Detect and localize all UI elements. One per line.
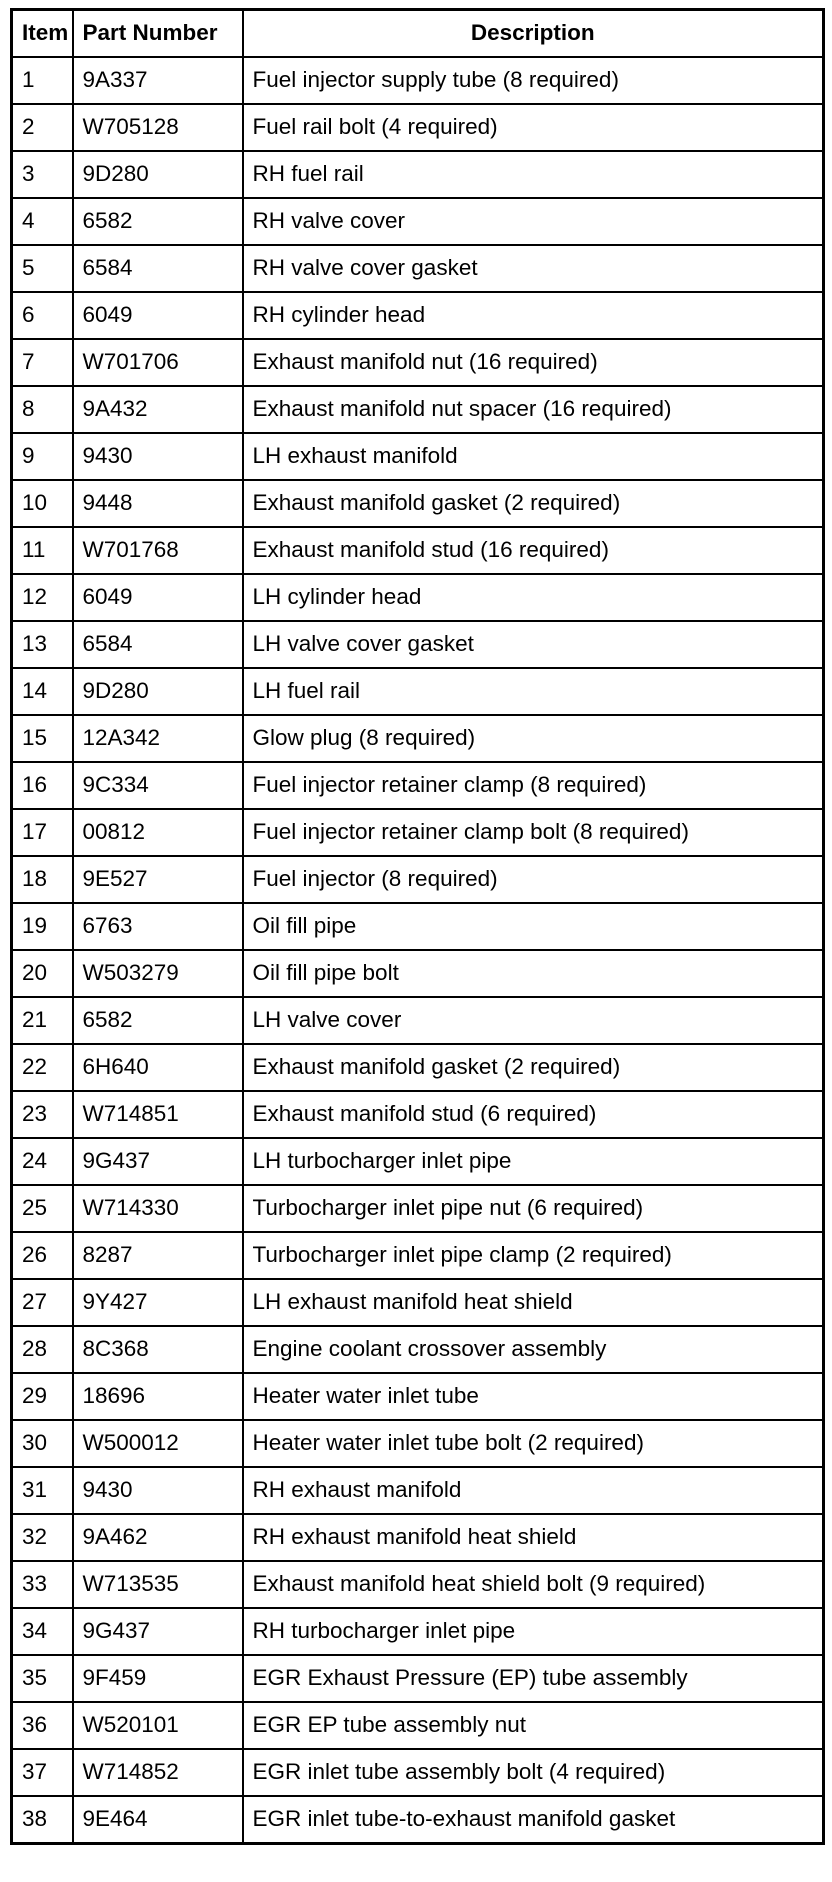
part-number-cell: 00812 (73, 809, 243, 856)
table-row (12, 1044, 824, 1091)
table-row (12, 245, 824, 292)
part-number-cell: 6H640 (73, 1044, 243, 1091)
table-row (12, 292, 824, 339)
header-row (12, 10, 824, 58)
item-cell: 14 (12, 668, 73, 715)
description-cell: LH exhaust manifold (243, 433, 824, 480)
item-cell: 29 (12, 1373, 73, 1420)
parts-table (10, 8, 825, 1845)
description-cell: Fuel injector retainer clamp bolt (8 required) (243, 809, 824, 856)
item-cell: 4 (12, 198, 73, 245)
item-cell: 24 (12, 1138, 73, 1185)
table-row (12, 1232, 824, 1279)
item-cell: 18 (12, 856, 73, 903)
item-cell: 12 (12, 574, 73, 621)
part-number-cell: 9430 (73, 1467, 243, 1514)
table-row (12, 1608, 824, 1655)
description-cell: Exhaust manifold stud (16 required) (243, 527, 824, 574)
description-cell: RH turbocharger inlet pipe (243, 1608, 824, 1655)
table-row (12, 151, 824, 198)
table-row (12, 762, 824, 809)
part-number-cell: W520101 (73, 1702, 243, 1749)
item-column-header: Item (12, 10, 73, 58)
description-cell: Glow plug (8 required) (243, 715, 824, 762)
item-cell: 31 (12, 1467, 73, 1514)
parts-table-header (12, 10, 824, 58)
description-cell: Fuel injector supply tube (8 required) (243, 57, 824, 104)
item-cell: 21 (12, 997, 73, 1044)
item-cell: 10 (12, 480, 73, 527)
table-row (12, 527, 824, 574)
table-row (12, 433, 824, 480)
description-cell: LH turbocharger inlet pipe (243, 1138, 824, 1185)
table-row (12, 1138, 824, 1185)
description-cell: LH cylinder head (243, 574, 824, 621)
item-cell: 23 (12, 1091, 73, 1138)
part-number-cell: 9D280 (73, 151, 243, 198)
part-number-cell: W714852 (73, 1749, 243, 1796)
description-cell: Exhaust manifold gasket (2 required) (243, 480, 824, 527)
item-cell: 17 (12, 809, 73, 856)
part-number-cell: W503279 (73, 950, 243, 997)
part-number-column-header: Part Number (73, 10, 243, 58)
description-cell: RH valve cover gasket (243, 245, 824, 292)
part-number-cell: 12A342 (73, 715, 243, 762)
part-number-cell: 9F459 (73, 1655, 243, 1702)
description-cell: EGR Exhaust Pressure (EP) tube assembly (243, 1655, 824, 1702)
table-row (12, 574, 824, 621)
item-cell: 11 (12, 527, 73, 574)
part-number-cell: 8287 (73, 1232, 243, 1279)
description-cell: Turbocharger inlet pipe nut (6 required) (243, 1185, 824, 1232)
table-row (12, 1467, 824, 1514)
part-number-cell: W701768 (73, 527, 243, 574)
item-cell: 16 (12, 762, 73, 809)
part-number-cell: 9G437 (73, 1608, 243, 1655)
part-number-cell: W500012 (73, 1420, 243, 1467)
item-cell: 22 (12, 1044, 73, 1091)
item-cell: 35 (12, 1655, 73, 1702)
description-cell: Oil fill pipe bolt (243, 950, 824, 997)
description-cell: LH valve cover (243, 997, 824, 1044)
description-cell: RH exhaust manifold (243, 1467, 824, 1514)
part-number-cell: W714330 (73, 1185, 243, 1232)
item-cell: 2 (12, 104, 73, 151)
description-cell: Fuel injector (8 required) (243, 856, 824, 903)
table-row (12, 104, 824, 151)
part-number-cell: W705128 (73, 104, 243, 151)
table-row (12, 1185, 824, 1232)
description-cell: Exhaust manifold stud (6 required) (243, 1091, 824, 1138)
description-cell: Heater water inlet tube bolt (2 required) (243, 1420, 824, 1467)
item-cell: 9 (12, 433, 73, 480)
item-cell: 5 (12, 245, 73, 292)
part-number-cell: 6049 (73, 292, 243, 339)
table-row (12, 903, 824, 950)
parts-table-body (12, 57, 824, 1844)
description-cell: Heater water inlet tube (243, 1373, 824, 1420)
description-cell: LH fuel rail (243, 668, 824, 715)
table-row (12, 668, 824, 715)
part-number-cell: 9G437 (73, 1138, 243, 1185)
table-row (12, 1279, 824, 1326)
table-row (12, 1420, 824, 1467)
table-row (12, 1373, 824, 1420)
part-number-cell: 9Y427 (73, 1279, 243, 1326)
description-cell: EGR inlet tube assembly bolt (4 required) (243, 1749, 824, 1796)
part-number-cell: 18696 (73, 1373, 243, 1420)
item-cell: 33 (12, 1561, 73, 1608)
part-number-cell: 9A432 (73, 386, 243, 433)
item-cell: 13 (12, 621, 73, 668)
part-number-cell: W701706 (73, 339, 243, 386)
table-row (12, 1702, 824, 1749)
item-cell: 15 (12, 715, 73, 762)
item-cell: 30 (12, 1420, 73, 1467)
description-cell: RH valve cover (243, 198, 824, 245)
table-row (12, 1655, 824, 1702)
item-cell: 20 (12, 950, 73, 997)
description-cell: Exhaust manifold heat shield bolt (9 required) (243, 1561, 824, 1608)
description-column-header: Description (243, 10, 824, 58)
part-number-cell: 6584 (73, 621, 243, 668)
description-cell: RH exhaust manifold heat shield (243, 1514, 824, 1561)
part-number-cell: 8C368 (73, 1326, 243, 1373)
part-number-cell: 9A337 (73, 57, 243, 104)
item-cell: 36 (12, 1702, 73, 1749)
part-number-cell: 6584 (73, 245, 243, 292)
table-row (12, 997, 824, 1044)
table-row (12, 856, 824, 903)
table-row (12, 621, 824, 668)
table-row (12, 950, 824, 997)
description-cell: Exhaust manifold nut (16 required) (243, 339, 824, 386)
description-cell: Fuel rail bolt (4 required) (243, 104, 824, 151)
description-cell: Fuel injector retainer clamp (8 required) (243, 762, 824, 809)
table-row (12, 480, 824, 527)
part-number-cell: 9430 (73, 433, 243, 480)
item-cell: 1 (12, 57, 73, 104)
table-row (12, 1749, 824, 1796)
table-row (12, 1561, 824, 1608)
part-number-cell: 9E527 (73, 856, 243, 903)
table-row (12, 386, 824, 433)
description-cell: Turbocharger inlet pipe clamp (2 required) (243, 1232, 824, 1279)
part-number-cell: 6049 (73, 574, 243, 621)
description-cell: Engine coolant crossover assembly (243, 1326, 824, 1373)
description-cell: EGR inlet tube-to-exhaust manifold gasket (243, 1796, 824, 1844)
description-cell: Exhaust manifold gasket (2 required) (243, 1044, 824, 1091)
table-row (12, 715, 824, 762)
item-cell: 34 (12, 1608, 73, 1655)
item-cell: 37 (12, 1749, 73, 1796)
table-row (12, 1326, 824, 1373)
table-row (12, 1514, 824, 1561)
table-row (12, 57, 824, 104)
item-cell: 3 (12, 151, 73, 198)
part-number-cell: W714851 (73, 1091, 243, 1138)
table-row (12, 1091, 824, 1138)
table-row (12, 809, 824, 856)
part-number-cell: 6582 (73, 198, 243, 245)
part-number-cell: 9A462 (73, 1514, 243, 1561)
part-number-cell: 9E464 (73, 1796, 243, 1844)
item-cell: 25 (12, 1185, 73, 1232)
description-cell: LH exhaust manifold heat shield (243, 1279, 824, 1326)
part-number-cell: W713535 (73, 1561, 243, 1608)
part-number-cell: 9C334 (73, 762, 243, 809)
item-cell: 8 (12, 386, 73, 433)
table-row (12, 198, 824, 245)
item-cell: 27 (12, 1279, 73, 1326)
part-number-cell: 9448 (73, 480, 243, 527)
item-cell: 6 (12, 292, 73, 339)
description-cell: RH cylinder head (243, 292, 824, 339)
item-cell: 28 (12, 1326, 73, 1373)
item-cell: 19 (12, 903, 73, 950)
description-cell: EGR EP tube assembly nut (243, 1702, 824, 1749)
part-number-cell: 9D280 (73, 668, 243, 715)
part-number-cell: 6582 (73, 997, 243, 1044)
description-cell: RH fuel rail (243, 151, 824, 198)
item-cell: 7 (12, 339, 73, 386)
part-number-cell: 6763 (73, 903, 243, 950)
item-cell: 38 (12, 1796, 73, 1844)
item-cell: 26 (12, 1232, 73, 1279)
table-row (12, 339, 824, 386)
description-cell: Exhaust manifold nut spacer (16 required) (243, 386, 824, 433)
item-cell: 32 (12, 1514, 73, 1561)
table-row (12, 1796, 824, 1844)
description-cell: Oil fill pipe (243, 903, 824, 950)
description-cell: LH valve cover gasket (243, 621, 824, 668)
